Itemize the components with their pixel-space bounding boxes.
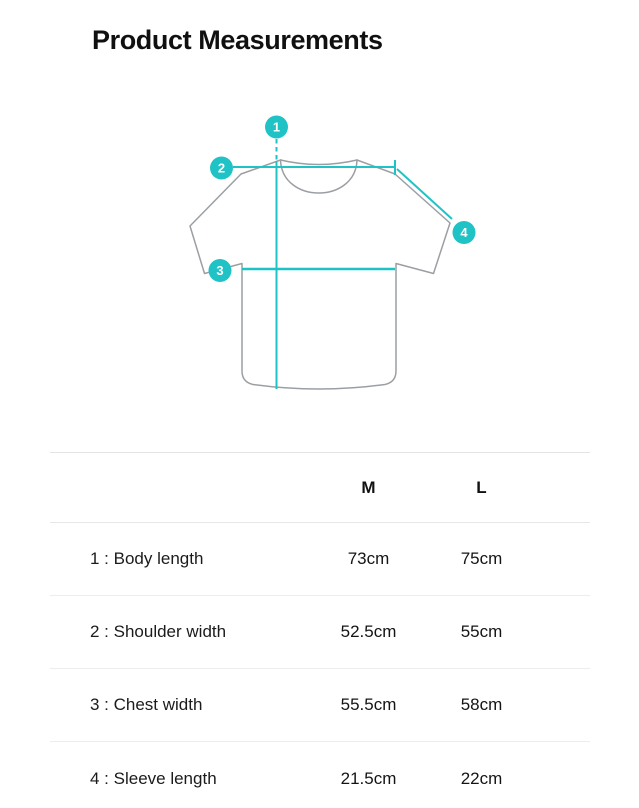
- marker-3-chest-width: [209, 259, 232, 282]
- value-m: 21.5cm: [340, 768, 397, 788]
- sleeve-length-line: [397, 169, 452, 219]
- marker-1-number: 1: [272, 119, 281, 135]
- value-m: 55.5cm: [340, 695, 397, 714]
- table-row-sleeve-length: [50, 742, 590, 808]
- measurement-lines: [233, 139, 452, 389]
- marker-4-number: 4: [460, 225, 468, 240]
- value-m: 73cm: [347, 549, 390, 568]
- marker-3-number: 3: [216, 263, 224, 278]
- value-l: 75cm: [460, 549, 503, 568]
- table-row-chest-width: [50, 669, 590, 742]
- value-m: 52.5cm: [340, 622, 397, 641]
- page-title: Product Measurements: [92, 25, 383, 55]
- marker-1-body-length: [265, 116, 288, 139]
- marker-2-shoulder-width: [210, 157, 233, 180]
- table-header-row: [50, 453, 590, 523]
- marker-4-sleeve-length: [453, 221, 476, 244]
- column-header-m: M: [361, 477, 376, 497]
- tshirt-measurement-diagram: [0, 95, 639, 440]
- marker-2-number: 2: [217, 160, 226, 176]
- row-label: 2 : Shoulder width: [90, 622, 227, 641]
- value-l: 55cm: [460, 622, 503, 641]
- collar-back-line: [281, 160, 358, 165]
- value-l: 58cm: [460, 695, 503, 714]
- row-label: 3 : Chest width: [90, 695, 203, 714]
- table-row-shoulder-width: [50, 596, 590, 669]
- row-label: 1 : Body length: [90, 549, 204, 568]
- row-label: 4 : Sleeve length: [90, 768, 217, 788]
- column-header-l: L: [476, 477, 487, 497]
- value-l: 22cm: [460, 768, 503, 788]
- measurements-table: [50, 452, 590, 808]
- table-row-body-length: [50, 523, 590, 596]
